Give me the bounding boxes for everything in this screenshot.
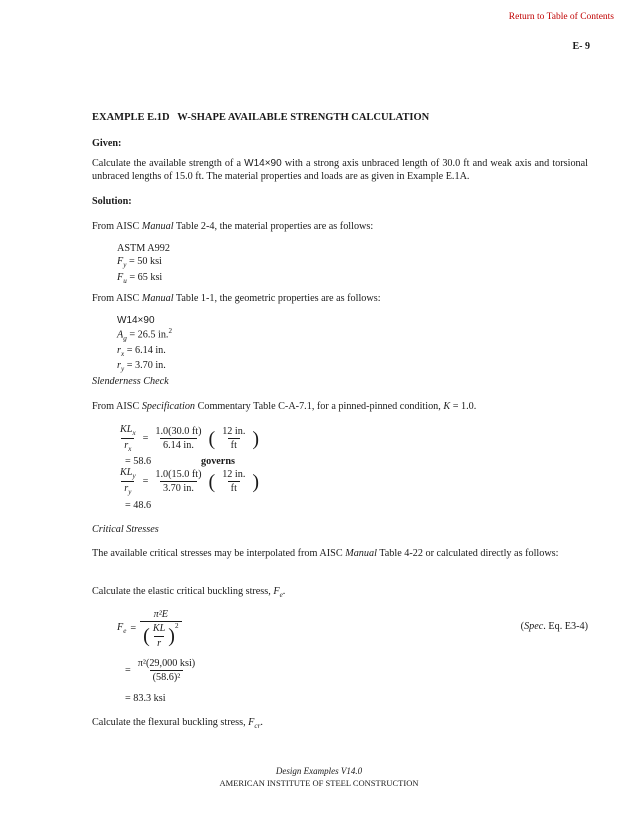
slenderness-heading: Slenderness Check [92, 376, 169, 387]
footer-aisc: AMERICAN INSTITUTE OF STEEL CONSTRUCTION [219, 778, 419, 788]
spec-equation-reference: (Spec. Eq. E3-4) [520, 621, 588, 632]
fe-substitution: = $\frac{\text{π²(29,000 ksi)}}{\text{(58.6)²}}$ [125, 658, 196, 684]
given-paragraph: Calculate the available strength of a W14×90 with a strong axis unbraced length of 30.0 ft and weak axis and torsional unbraced lengths of 15.0 ft. The material properties and loads are as given in Example E.1A. [92, 158, 588, 183]
gross-area: $A_g = 26.5$ in.$^2$ [117, 327, 173, 343]
geometric-shape: W14×90 [117, 315, 155, 326]
fe-equation: $F_e$ = π²E ( $\frac{KL}{r}$ ) $^2$ [117, 608, 182, 650]
material-intro: From AISC Manual Table 2-4, the material properties are as follows: [92, 221, 374, 232]
example-title: EXAMPLE E.1D W-SHAPE AVAILABLE STRENGTH CALCULATION [92, 112, 430, 123]
solution-heading: Solution: [92, 196, 132, 207]
material-properties [117, 242, 170, 286]
slenderness-y-equation: $\frac{KL_y}{r_y}$ = $\frac{1.0(15.0 ft)}{3.70 in.}$ ( $\frac{12 in.}{ft}$ ) [120, 467, 260, 497]
tensile-stress: $F_u = 65$ ksi [117, 271, 163, 285]
geometric-properties [117, 314, 172, 374]
governs-label: governs [201, 456, 235, 467]
radius-y: $r_y = 3.70$ in. [117, 360, 166, 374]
geometric-intro: From AISC Manual Table 1-1, the geometric properties are as follows: [92, 293, 381, 304]
flexural-intro: Calculate the flexural buckling stress, $F_{cr}$. [92, 717, 263, 731]
return-to-toc-link[interactable]: Return to Table of Contents [508, 12, 614, 22]
slenderness-x-result: = 58.6 [125, 456, 152, 467]
slenderness-intro: From AISC Specification Commentary Table C-A-7.1, for a pinned-pinned condition, K = 1.0. [92, 401, 477, 412]
given-heading: Given: [92, 138, 122, 149]
slenderness-x-equation: $\frac{KL_x}{r_x}$ = $\frac{1.0(30.0 ft)}{6.14 in.}$ ( $\frac{12 in.}{ft}$ ) [120, 424, 260, 454]
fe-result: = 83.3 ksi [125, 693, 166, 704]
yield-stress: $F_y = 50$ ksi [117, 256, 162, 270]
slenderness-y-result: = 48.6 [125, 500, 152, 511]
elastic-intro: Calculate the elastic critical buckling stress, $F_e$. [92, 586, 286, 600]
page-number: E- 9 [572, 41, 590, 52]
critical-heading: Critical Stresses [92, 524, 159, 535]
critical-paragraph: The available critical stresses may be interpolated from AISC Manual Table 4-22 or calculated directly as follows: [92, 548, 559, 559]
material-grade: ASTM A992 [117, 243, 170, 254]
shape-designation: W14×90 [244, 158, 282, 169]
radius-x: $r_x = 6.14$ in. [117, 344, 166, 358]
footer-design-examples: Design Examples V14.0 [275, 766, 363, 776]
